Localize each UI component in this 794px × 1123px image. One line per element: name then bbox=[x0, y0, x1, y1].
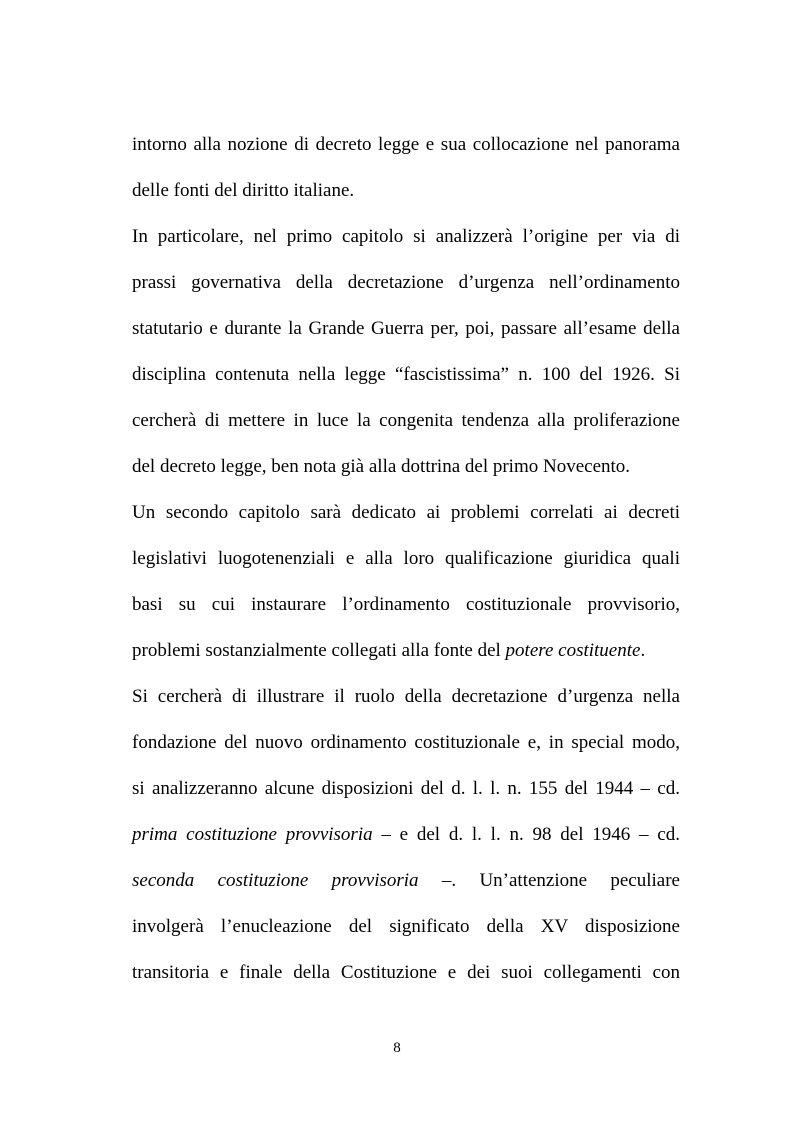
italic-text: seconda costituzione provvisoria bbox=[132, 870, 419, 891]
text-run: problemi sostanzialmente collegati alla fonte del bbox=[132, 640, 506, 661]
page-number: 8 bbox=[393, 1040, 401, 1056]
text-line: In particolare, nel primo capitolo si analizzerà l’origine per via di bbox=[132, 226, 680, 247]
text-line: delle fonti del diritto italiane. bbox=[132, 180, 355, 201]
text-line bbox=[132, 634, 680, 680]
text-line bbox=[132, 818, 680, 864]
text-line: basi su cui instaurare l’ordinamento costituzionale provvisorio, bbox=[132, 594, 680, 615]
text-line: cercherà di mettere in luce la congenita tendenza alla proliferazione bbox=[132, 410, 680, 431]
text-run: – e del d. l. l. n. 98 del 1946 – cd. bbox=[372, 824, 680, 845]
body-text bbox=[132, 128, 680, 1002]
text-line: legislativi luogotenenziali e alla loro qualificazione giuridica quali bbox=[132, 548, 680, 569]
text-run: . bbox=[640, 640, 646, 661]
text-line: Un secondo capitolo sarà dedicato ai problemi correlati ai decreti bbox=[132, 502, 680, 523]
text-line: del decreto legge, ben nota già alla dottrina del primo Novecento. bbox=[132, 456, 631, 477]
text-line: disciplina contenuta nella legge “fascistissima” n. 100 del 1926. Si bbox=[132, 364, 680, 385]
text-line: si analizzeranno alcune disposizioni del d. l. l. n. 155 del 1944 – cd. bbox=[132, 778, 680, 799]
text-line bbox=[132, 864, 680, 910]
italic-text: potere costituente bbox=[505, 640, 641, 661]
text-line: involgerà l’enucleazione del significato della XV disposizione bbox=[132, 916, 680, 937]
italic-text: prima costituzione provvisoria bbox=[132, 824, 373, 845]
text-line: transitoria e finale della Costituzione e dei suoi collegamenti con bbox=[132, 962, 680, 983]
text-line: prassi governativa della decretazione d’urgenza nell’ordinamento bbox=[132, 272, 680, 293]
text-line: statutario e durante la Grande Guerra per, poi, passare all’esame della bbox=[132, 318, 680, 339]
text-run: –. Un’attenzione peculiare bbox=[418, 870, 680, 891]
text-line: Si cercherà di illustrare il ruolo della decretazione d’urgenza nella bbox=[132, 686, 680, 707]
text-line: intorno alla nozione di decreto legge e sua collocazione nel panorama bbox=[132, 134, 680, 155]
text-line: fondazione del nuovo ordinamento costituzionale e, in special modo, bbox=[132, 732, 680, 753]
